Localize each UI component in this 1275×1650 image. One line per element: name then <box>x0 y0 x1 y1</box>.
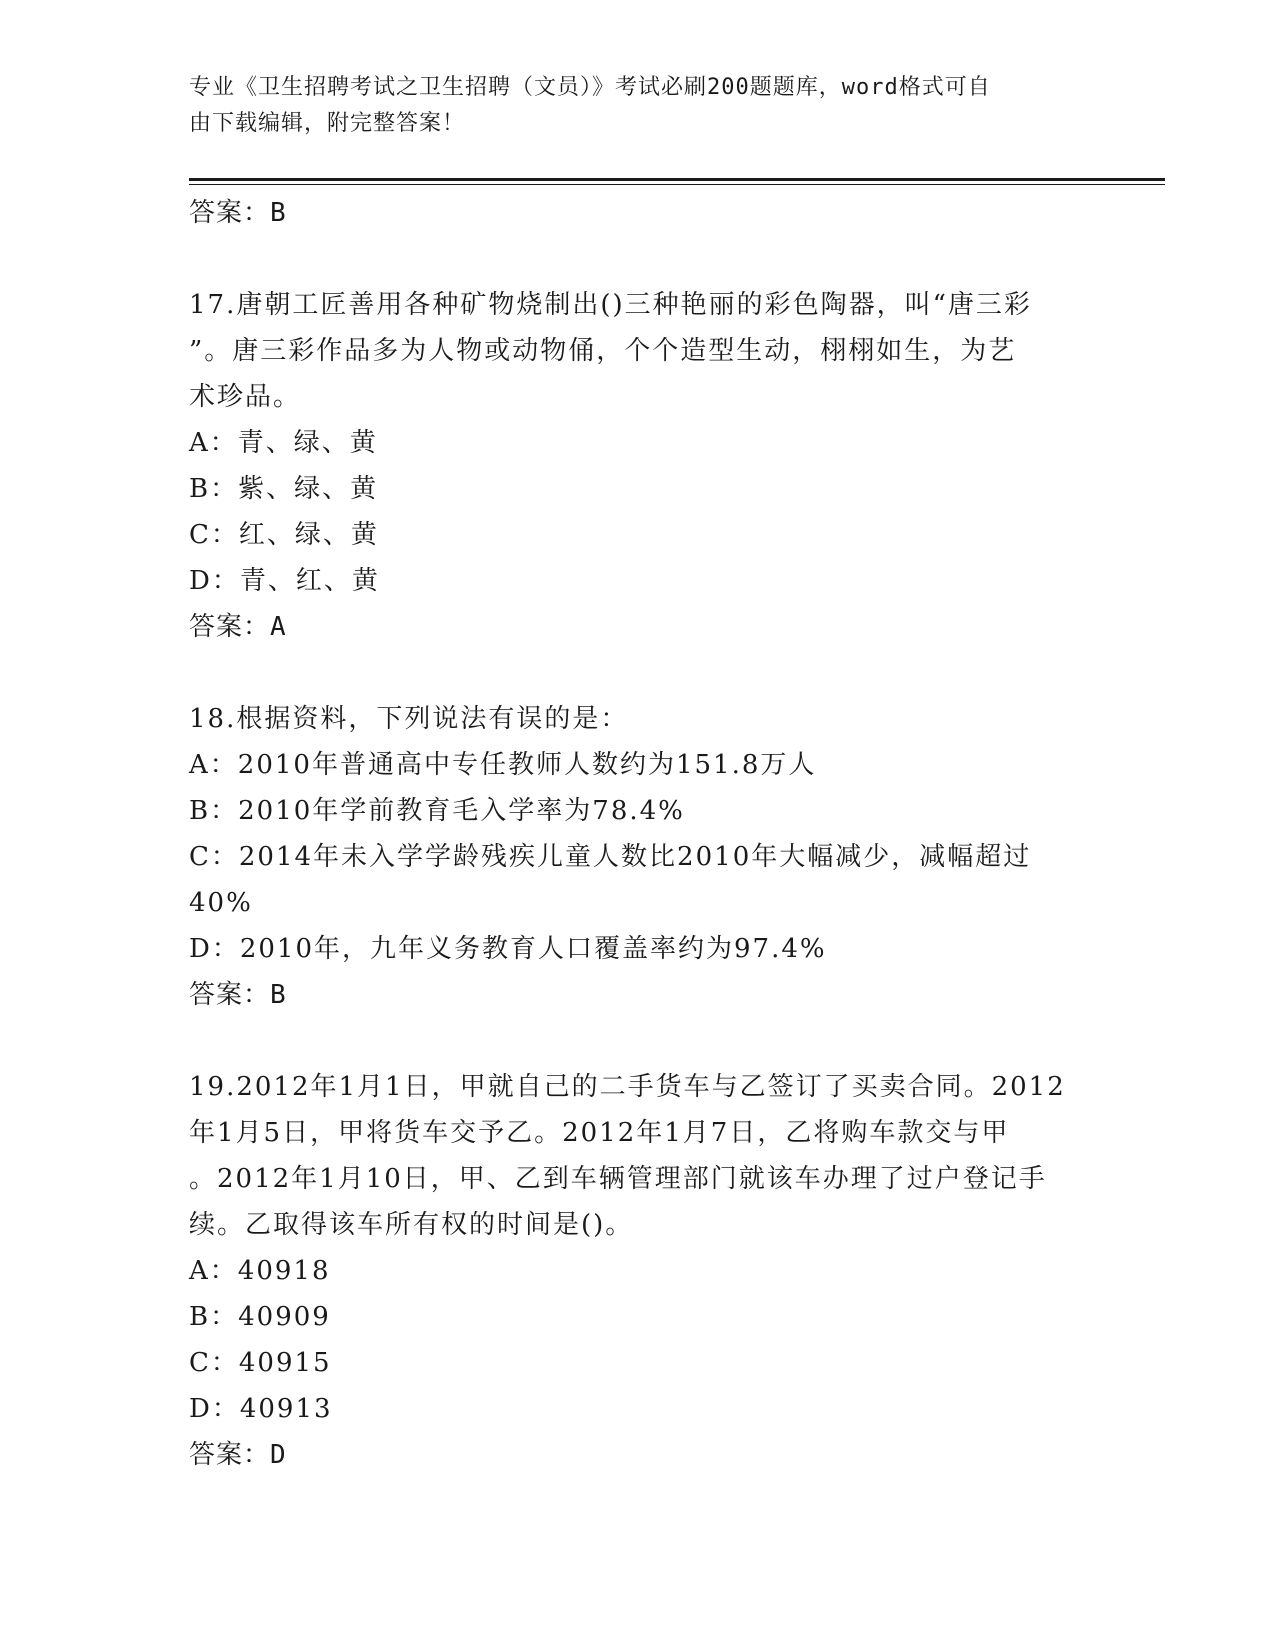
spacer <box>189 650 1089 696</box>
question-18 <box>189 696 1089 1018</box>
option-b: B：紫、绿、黄 <box>189 474 379 504</box>
header-rule-thick <box>189 178 1165 181</box>
option-b: B：2010年学前教育毛入学率为78.4% <box>189 796 685 826</box>
header-rule-thin <box>189 184 1165 185</box>
option-c: C：红、绿、黄 <box>189 520 379 550</box>
question-text-line: 17.唐朝工匠善用各种矿物烧制出()三种艳丽的彩色陶器，叫“唐三彩 <box>189 290 1032 320</box>
spacer <box>189 1018 1089 1064</box>
option-d: D：青、红、黄 <box>189 566 380 596</box>
option-a: A：青、绿、黄 <box>189 428 378 458</box>
question-text-line: 续。乙取得该车所有权的时间是()。 <box>189 1210 634 1240</box>
question-text-line: ”。唐三彩作品多为人物或动物俑，个个造型生动，栩栩如生，为艺 <box>189 336 1017 366</box>
answer-previous: 答案：B <box>189 198 287 228</box>
question-text-line: 术珍品。 <box>189 382 302 412</box>
question-text-line: 年1月5日，甲将货车交予乙。2012年1月7日，乙将购车款交与甲 <box>189 1118 1010 1148</box>
question-17 <box>189 282 1089 650</box>
header-line-1: 专业《卫生招聘考试之卫生招聘（文员）》考试必刷200题题库，word格式可自 <box>189 75 991 100</box>
spacer <box>189 236 1089 282</box>
option-c-continued: 40% <box>189 888 253 918</box>
document-header <box>189 70 1089 142</box>
option-b: B：40909 <box>189 1302 331 1332</box>
document-body <box>189 190 1089 1478</box>
question-text-line: 18.根据资料，下列说法有误的是： <box>189 704 629 734</box>
question-text-line: 。2012年1月10日，甲、乙到车辆管理部门就该车办理了过户登记手 <box>189 1164 1047 1194</box>
option-c: C：2014年未入学学龄残疾儿童人数比2010年大幅减少，减幅超过 <box>189 842 1032 872</box>
option-c: C：40915 <box>189 1348 332 1378</box>
answer: 答案：A <box>189 612 287 642</box>
answer: 答案：D <box>189 1440 287 1470</box>
option-d: D：40913 <box>189 1394 333 1424</box>
option-d: D：2010年，九年义务教育人口覆盖率约为97.4% <box>189 934 827 964</box>
option-a: A：40918 <box>189 1256 331 1286</box>
answer: 答案：B <box>189 980 287 1010</box>
option-a: A：2010年普通高中专任教师人数约为151.8万人 <box>189 750 817 780</box>
question-text-line: 19.2012年1月1日，甲就自己的二手货车与乙签订了买卖合同。2012 <box>189 1072 1066 1102</box>
question-19 <box>189 1064 1089 1478</box>
header-line-2: 由下载编辑，附完整答案！ <box>189 111 466 136</box>
